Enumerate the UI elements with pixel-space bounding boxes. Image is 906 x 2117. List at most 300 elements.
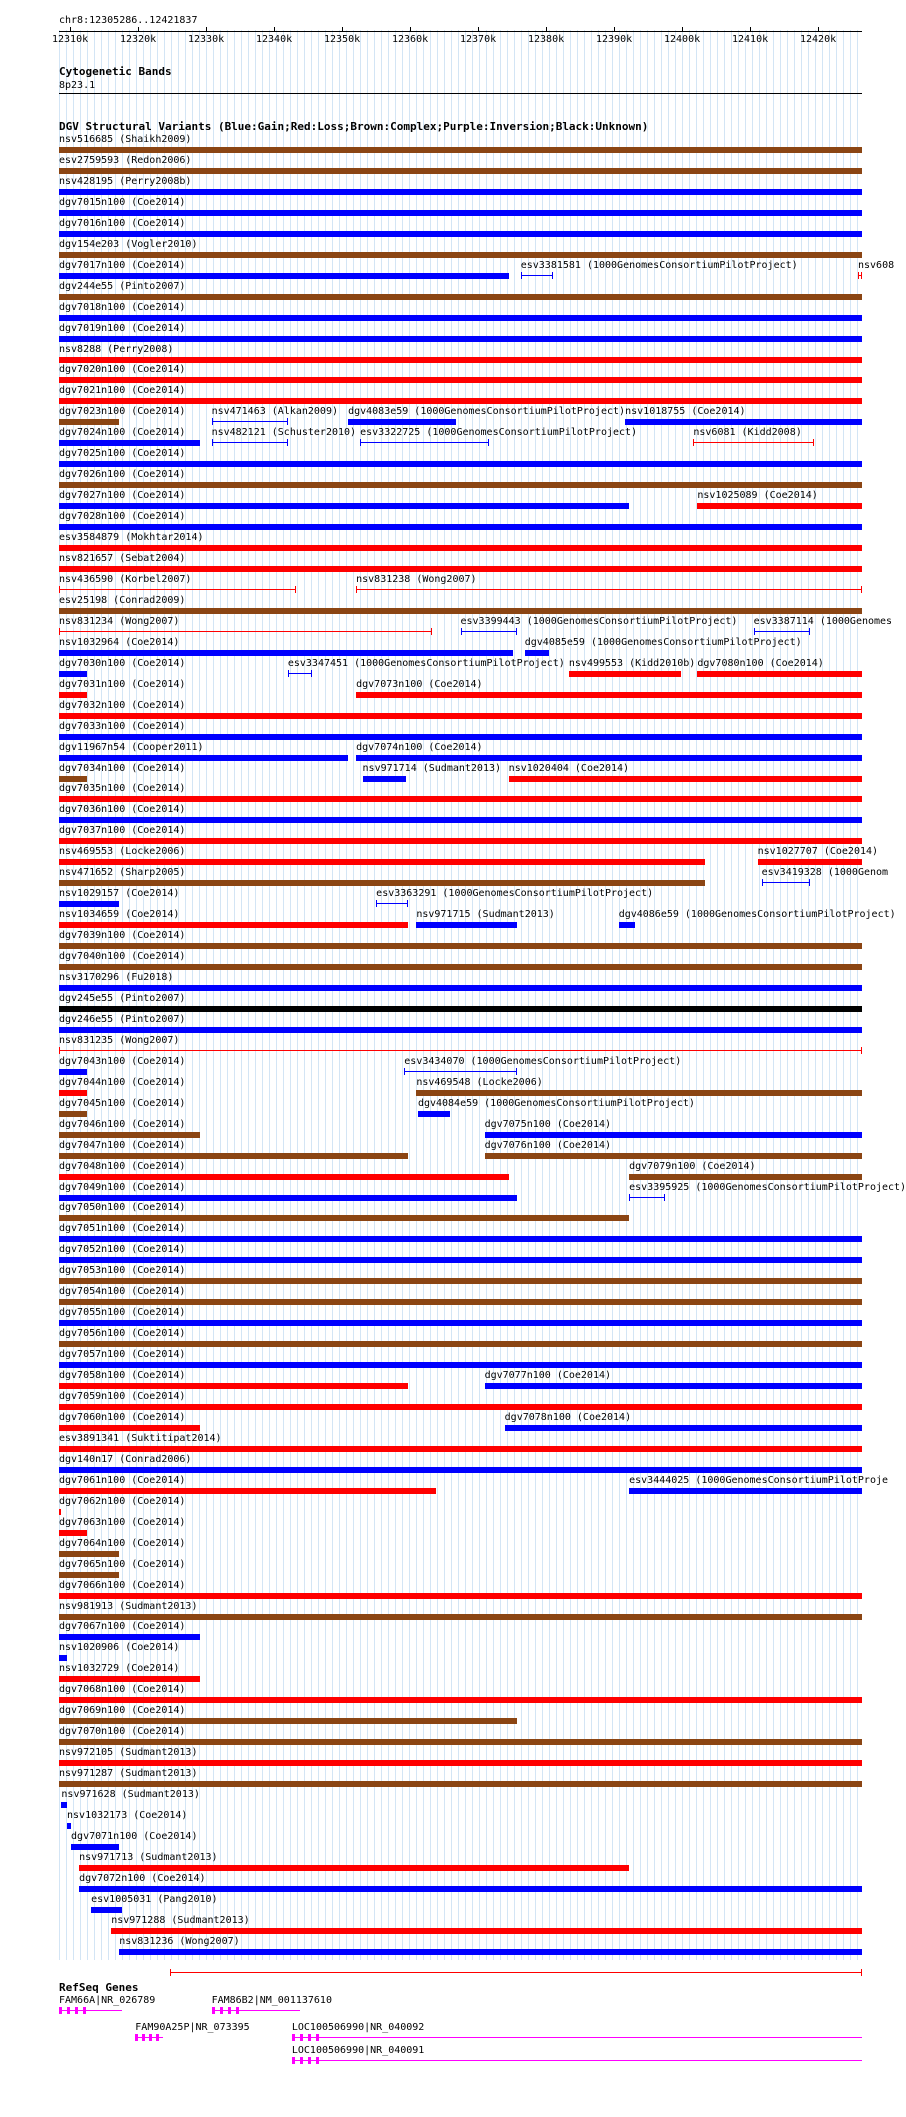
sv-feature[interactable] xyxy=(59,631,432,632)
sv-feature[interactable] xyxy=(59,440,200,446)
sv-label: nsv831236 (Wong2007) xyxy=(119,1935,240,1947)
sv-feature[interactable] xyxy=(758,859,862,865)
sv-feature[interactable] xyxy=(59,231,862,237)
ruler-tick-label: 12420k xyxy=(800,34,837,45)
sv-label: dgv7074n100 (Coe2014) xyxy=(356,741,483,753)
sv-label: dgv4084e59 (1000GenomesConsortiumPilotProject) xyxy=(417,1097,695,1109)
ruler-tick xyxy=(274,27,275,32)
sv-label: nsv516685 (Shaikh2009) xyxy=(59,134,192,145)
sv-label: dgv7018n100 (Coe2014) xyxy=(59,301,186,313)
ruler-tick-label: 12330k xyxy=(188,34,225,45)
sv-feature[interactable] xyxy=(59,398,862,404)
gene-label: FAM90A25P|NR_073395 xyxy=(135,2022,250,2033)
sv-feature[interactable] xyxy=(79,1865,629,1871)
sv-label: esv3419328 (1000Genom xyxy=(761,867,889,879)
gene-exon xyxy=(292,2057,295,2064)
sv-label: nsv831238 (Wong2007) xyxy=(356,573,477,585)
sv-feature[interactable] xyxy=(59,1111,87,1117)
gene-model[interactable] xyxy=(292,2037,862,2038)
sv-feature[interactable] xyxy=(59,315,862,321)
sv-feature[interactable] xyxy=(858,275,862,276)
sv-feature[interactable] xyxy=(212,442,288,443)
sv-label: nsv1027707 (Coe2014) xyxy=(757,846,879,858)
gene-exon xyxy=(75,2007,78,2014)
sv-label: nsv1020906 (Coe2014) xyxy=(59,1642,180,1654)
sv-label: esv3891341 (Suktitipat2014) xyxy=(59,1432,222,1444)
sv-feature[interactable] xyxy=(59,1278,862,1284)
sv-label: dgv7017n100 (Coe2014) xyxy=(59,259,186,271)
ruler-tick xyxy=(750,27,751,32)
sv-feature[interactable] xyxy=(59,461,862,467)
cytoband-label: 8p23.1 xyxy=(59,80,96,91)
sv-label: dgv7050n100 (Coe2014) xyxy=(59,1202,186,1214)
sv-feature[interactable] xyxy=(59,168,862,174)
sv-label: dgv7033n100 (Coe2014) xyxy=(59,720,186,732)
sv-label: nsv6081 (Kidd2008) xyxy=(693,427,802,439)
sv-label: dgv7052n100 (Coe2014) xyxy=(59,1244,186,1256)
sv-label: esv3444025 (1000GenomesConsortiumPilotProje xyxy=(629,1474,889,1486)
sv-feature[interactable] xyxy=(356,692,862,698)
sv-label: dgv7034n100 (Coe2014) xyxy=(59,762,186,774)
sv-label: dgv245e55 (Pinto2007) xyxy=(59,992,186,1004)
gene-exon xyxy=(59,2007,62,2014)
sv-label: dgv7045n100 (Coe2014) xyxy=(59,1097,186,1109)
sv-label: nsv428195 (Perry2008b) xyxy=(59,175,192,187)
gene-exon xyxy=(300,2034,303,2041)
sv-feature[interactable] xyxy=(59,1215,629,1221)
sv-label: nsv3170296 (Fu2018) xyxy=(59,972,174,983)
sv-feature[interactable] xyxy=(59,482,862,488)
sv-feature[interactable] xyxy=(59,1467,862,1473)
sv-feature[interactable] xyxy=(59,1718,517,1724)
sv-label: dgv7026n100 (Coe2014) xyxy=(59,469,186,481)
sv-feature[interactable] xyxy=(59,545,862,551)
sv-label: dgv7039n100 (Coe2014) xyxy=(59,930,186,942)
sv-label: nsv971287 (Sudmant2013) xyxy=(59,1768,198,1780)
sv-feature[interactable] xyxy=(59,419,119,425)
sv-feature[interactable] xyxy=(111,1928,862,1934)
sv-feature[interactable] xyxy=(416,1090,862,1096)
sv-label: esv3387114 (1000Genomes xyxy=(753,615,893,627)
sv-label: nsv971714 (Sudmant2013) xyxy=(362,762,502,774)
sv-feature[interactable] xyxy=(59,713,862,719)
sv-feature[interactable] xyxy=(59,566,862,572)
sv-label: dgv7072n100 (Coe2014) xyxy=(79,1872,206,1884)
ruler-tick-label: 12380k xyxy=(528,34,565,45)
sv-feature[interactable] xyxy=(762,882,810,883)
sv-feature[interactable] xyxy=(59,755,348,761)
sv-label: dgv7068n100 (Coe2014) xyxy=(59,1684,186,1696)
sv-feature[interactable] xyxy=(485,1153,862,1159)
sv-feature[interactable] xyxy=(59,734,862,740)
sv-label: dgv7035n100 (Coe2014) xyxy=(59,783,186,795)
sv-label: dgv7031n100 (Coe2014) xyxy=(59,678,186,690)
sv-feature[interactable] xyxy=(59,964,862,970)
sv-label: nsv1034659 (Coe2014) xyxy=(59,909,180,921)
sv-feature[interactable] xyxy=(59,1572,119,1578)
sv-label: dgv7044n100 (Coe2014) xyxy=(59,1076,186,1088)
sv-feature[interactable] xyxy=(485,1132,862,1138)
sv-feature[interactable] xyxy=(376,903,408,904)
sv-label: dgv7028n100 (Coe2014) xyxy=(59,511,186,523)
ruler-tick-label: 12310k xyxy=(52,34,89,45)
sv-label: dgv7025n100 (Coe2014) xyxy=(59,448,186,460)
sv-feature[interactable] xyxy=(360,442,488,443)
sv-label: esv3399443 (1000GenomesConsortiumPilotProject) xyxy=(460,615,738,627)
gene-exon xyxy=(220,2007,223,2014)
sv-label: dgv7071n100 (Coe2014) xyxy=(71,1830,198,1842)
sv-label: nsv471652 (Sharp2005) xyxy=(59,867,186,879)
sv-feature[interactable] xyxy=(59,1362,862,1368)
gene-exon xyxy=(67,2007,70,2014)
sv-feature[interactable] xyxy=(59,377,862,383)
ruler-tick xyxy=(478,27,479,32)
sv-feature[interactable] xyxy=(404,1071,516,1072)
sv-feature[interactable] xyxy=(67,1823,71,1829)
sv-label: nsv608 xyxy=(857,259,895,271)
sv-label: dgv7047n100 (Coe2014) xyxy=(59,1139,186,1151)
sv-label: dgv7058n100 (Coe2014) xyxy=(59,1370,186,1382)
sv-feature[interactable] xyxy=(59,1760,862,1766)
sv-label: dgv7030n100 (Coe2014) xyxy=(59,657,186,669)
ruler-tick xyxy=(410,27,411,32)
refseq-track-title: RefSeq Genes xyxy=(59,1981,139,1994)
ruler-tick xyxy=(614,27,615,32)
sv-feature[interactable] xyxy=(356,589,862,590)
gene-exon xyxy=(228,2007,231,2014)
sv-feature[interactable] xyxy=(59,1069,87,1075)
ruler-tick-label: 12410k xyxy=(732,34,769,45)
sv-feature[interactable] xyxy=(59,357,862,363)
sv-label: dgv244e55 (Pinto2007) xyxy=(59,280,186,292)
sv-label: dgv7046n100 (Coe2014) xyxy=(59,1118,186,1130)
sv-label: nsv8288 (Perry2008) xyxy=(59,343,174,355)
gene-exon xyxy=(142,2034,145,2041)
sv-feature[interactable] xyxy=(59,1027,862,1033)
sv-feature[interactable] xyxy=(61,1802,67,1808)
gene-label: LOC100506990|NR_040092 xyxy=(291,2022,425,2033)
sv-label: esv3584879 (Mokhtar2014) xyxy=(59,532,204,544)
sv-feature[interactable] xyxy=(59,1236,862,1242)
sv-label: nsv1032729 (Coe2014) xyxy=(59,1663,180,1675)
sv-feature[interactable] xyxy=(629,1174,862,1180)
sv-label: esv1005031 (Pang2010) xyxy=(91,1893,218,1905)
sv-feature[interactable] xyxy=(59,1425,200,1431)
sv-label: nsv981913 (Sudmant2013) xyxy=(59,1600,198,1612)
sv-label: dgv7049n100 (Coe2014) xyxy=(59,1181,186,1193)
sv-label: nsv972105 (Sudmant2013) xyxy=(59,1747,198,1759)
sv-feature[interactable] xyxy=(59,1739,862,1745)
sv-label: dgv7069n100 (Coe2014) xyxy=(59,1705,186,1717)
sv-label: nsv971628 (Sudmant2013) xyxy=(61,1789,200,1801)
sv-label: nsv1018755 (Coe2014) xyxy=(625,406,746,418)
sv-feature[interactable] xyxy=(348,419,456,425)
gene-exon xyxy=(135,2034,138,2041)
sv-label: dgv7015n100 (Coe2014) xyxy=(59,196,186,208)
gene-exon xyxy=(212,2007,215,2014)
sv-label: nsv831235 (Wong2007) xyxy=(59,1034,180,1046)
sv-label: nsv482121 (Schuster2010) xyxy=(211,427,357,439)
sv-feature[interactable] xyxy=(59,796,862,802)
sv-feature[interactable] xyxy=(59,1341,862,1347)
sv-label: dgv7036n100 (Coe2014) xyxy=(59,804,186,816)
sv-label: dgv7043n100 (Coe2014) xyxy=(59,1055,186,1067)
sv-label: dgv11967n54 (Cooper2011) xyxy=(59,741,204,753)
sv-feature[interactable] xyxy=(629,1488,862,1494)
sv-feature[interactable] xyxy=(59,1404,862,1410)
sv-label: nsv1020404 (Coe2014) xyxy=(508,762,630,774)
sv-label: nsv499553 (Kidd2010b) xyxy=(568,657,696,669)
location-label: chr8:12305286..12421837 xyxy=(59,15,198,26)
sv-feature[interactable] xyxy=(59,252,862,258)
sv-label: nsv436590 (Korbel2007) xyxy=(59,573,192,585)
sv-feature[interactable] xyxy=(59,589,296,590)
sv-label: dgv154e203 (Vogler2010) xyxy=(59,238,198,250)
sv-feature[interactable] xyxy=(59,524,862,530)
sv-feature[interactable] xyxy=(59,1488,436,1494)
sv-feature[interactable] xyxy=(59,1634,200,1640)
sv-feature[interactable] xyxy=(59,985,862,991)
sv-label: dgv7073n100 (Coe2014) xyxy=(356,678,483,690)
ruler-tick-label: 12390k xyxy=(596,34,633,45)
ruler-tick-label: 12400k xyxy=(664,34,701,45)
gene-label: LOC100506990|NR_040091 xyxy=(291,2045,425,2056)
sv-label: dgv7056n100 (Coe2014) xyxy=(59,1328,186,1340)
gene-label: FAM86B2|NM_001137610 xyxy=(211,1995,332,2006)
sv-label: nsv1032964 (Coe2014) xyxy=(59,636,180,648)
gene-exon xyxy=(300,2057,303,2064)
sv-label: dgv7023n100 (Coe2014) xyxy=(59,406,186,418)
sv-feature[interactable] xyxy=(485,1383,862,1389)
gene-exon xyxy=(156,2034,159,2041)
sv-label: dgv7027n100 (Coe2014) xyxy=(59,490,186,502)
gene-exon xyxy=(308,2057,311,2064)
sv-label: esv3347451 (1000GenomesConsortiumPilotProject) xyxy=(287,657,565,669)
sv-feature[interactable] xyxy=(212,421,288,422)
ruler-tick-label: 12340k xyxy=(256,34,293,45)
ruler-tick-label: 12320k xyxy=(120,34,157,45)
sv-label: dgv7077n100 (Coe2014) xyxy=(484,1370,612,1382)
ruler-tick-label: 12360k xyxy=(392,34,429,45)
sv-feature[interactable] xyxy=(59,692,87,698)
sv-label: dgv7076n100 (Coe2014) xyxy=(484,1139,612,1151)
sv-feature[interactable] xyxy=(59,943,862,949)
sv-label: dgv7064n100 (Coe2014) xyxy=(59,1537,186,1549)
ruler-tick xyxy=(818,27,819,32)
sv-feature[interactable] xyxy=(59,1195,517,1201)
sv-label: nsv471463 (Alkan2009) xyxy=(211,406,338,418)
sv-label: dgv7054n100 (Coe2014) xyxy=(59,1286,186,1298)
sv-label: nsv971288 (Sudmant2013) xyxy=(111,1914,250,1926)
sv-feature[interactable] xyxy=(59,1697,862,1703)
sv-feature[interactable] xyxy=(59,880,705,886)
sv-feature[interactable] xyxy=(59,273,509,279)
sv-feature[interactable] xyxy=(59,1320,862,1326)
sv-feature[interactable] xyxy=(625,419,862,425)
sv-feature[interactable] xyxy=(59,294,862,300)
sv-feature[interactable] xyxy=(59,1174,509,1180)
sv-feature[interactable] xyxy=(59,859,705,865)
sv-feature[interactable] xyxy=(461,631,517,632)
sv-label: dgv7021n100 (Coe2014) xyxy=(59,385,186,397)
sv-feature[interactable] xyxy=(59,1050,862,1051)
sv-feature[interactable] xyxy=(288,673,312,674)
ruler-tick xyxy=(546,27,547,32)
sv-label: dgv7063n100 (Coe2014) xyxy=(59,1516,186,1528)
sv-label: dgv7061n100 (Coe2014) xyxy=(59,1474,186,1486)
sv-feature[interactable] xyxy=(418,1111,450,1117)
sv-label: esv3381581 (1000GenomesConsortiumPilotProject) xyxy=(520,259,798,271)
sv-feature[interactable] xyxy=(525,650,549,656)
sv-feature[interactable] xyxy=(59,1551,119,1557)
ruler-axis xyxy=(59,31,862,32)
sv-feature[interactable] xyxy=(754,631,810,632)
sv-feature[interactable] xyxy=(59,1781,862,1787)
sv-label: dgv7075n100 (Coe2014) xyxy=(484,1118,612,1130)
sv-label: esv3322725 (1000GenomesConsortiumPilotProject) xyxy=(360,427,638,439)
gene-exon xyxy=(308,2034,311,2041)
sv-label: nsv469553 (Locke2006) xyxy=(59,846,186,858)
sv-label: nsv1025089 (Coe2014) xyxy=(697,490,818,502)
sv-feature[interactable] xyxy=(693,442,813,443)
cytoband-title: Cytogenetic Bands xyxy=(59,65,172,78)
sv-feature[interactable] xyxy=(59,1006,862,1012)
sv-feature[interactable] xyxy=(71,1844,119,1850)
ruler-tick xyxy=(682,27,683,32)
sv-label: dgv140n17 (Conrad2006) xyxy=(59,1453,192,1465)
sv-feature[interactable] xyxy=(416,922,516,928)
gene-exon xyxy=(83,2007,86,2014)
sv-label: dgv7078n100 (Coe2014) xyxy=(504,1411,632,1423)
sv-feature[interactable] xyxy=(79,1886,862,1892)
sv-feature[interactable] xyxy=(59,671,87,677)
sv-feature[interactable] xyxy=(59,1509,61,1515)
sv-feature[interactable] xyxy=(697,503,862,509)
sv-feature[interactable] xyxy=(59,1132,200,1138)
sv-feature[interactable] xyxy=(59,503,629,509)
cytoband-divider xyxy=(59,93,862,94)
ruler-tick xyxy=(206,27,207,32)
sv-feature[interactable] xyxy=(363,776,406,782)
sv-label: dgv7059n100 (Coe2014) xyxy=(59,1391,186,1402)
sv-label: nsv1029157 (Coe2014) xyxy=(59,888,180,900)
sv-feature[interactable] xyxy=(629,1197,665,1198)
sv-label: nsv821657 (Sebat2004) xyxy=(59,553,186,564)
sv-label: dgv7040n100 (Coe2014) xyxy=(59,951,186,963)
sv-feature[interactable] xyxy=(356,755,862,761)
sv-label: esv3395925 (1000GenomesConsortiumPilotProject) xyxy=(629,1181,906,1193)
gene-model[interactable] xyxy=(212,2010,300,2011)
gene-exon xyxy=(316,2034,319,2041)
sv-label: dgv7053n100 (Coe2014) xyxy=(59,1265,186,1277)
gene-exon xyxy=(316,2057,319,2064)
sv-label: nsv1032173 (Coe2014) xyxy=(67,1810,188,1821)
sv-feature[interactable] xyxy=(59,901,119,907)
sv-label: dgv7016n100 (Coe2014) xyxy=(59,217,186,229)
sv-feature[interactable] xyxy=(59,1530,87,1536)
sv-feature[interactable] xyxy=(59,1257,862,1263)
sv-feature[interactable] xyxy=(59,147,862,153)
gene-model[interactable] xyxy=(292,2060,862,2061)
sv-label: dgv7065n100 (Coe2014) xyxy=(59,1558,186,1570)
sv-feature[interactable] xyxy=(569,671,681,677)
sv-label: dgv7019n100 (Coe2014) xyxy=(59,322,186,334)
sv-label: nsv469548 (Locke2006) xyxy=(416,1076,543,1088)
sv-feature[interactable] xyxy=(59,1090,87,1096)
sv-label: nsv971713 (Sudmant2013) xyxy=(79,1851,218,1863)
sv-label: dgv7066n100 (Coe2014) xyxy=(59,1579,186,1591)
sv-label: dgv7070n100 (Coe2014) xyxy=(59,1726,186,1738)
sv-label: dgv7079n100 (Coe2014) xyxy=(629,1160,756,1172)
sv-feature[interactable] xyxy=(509,776,862,782)
ruler-tick-label: 12370k xyxy=(460,34,497,45)
sv-label: dgv7062n100 (Coe2014) xyxy=(59,1495,186,1507)
sv-feature[interactable] xyxy=(119,1949,862,1955)
dgv-track-title: DGV Structural Variants (Blue:Gain;Red:Loss;Brown:Complex;Purple:Inversion;Black:Unknown) xyxy=(59,120,649,133)
sv-feature[interactable] xyxy=(619,922,635,928)
sv-feature[interactable] xyxy=(59,608,862,614)
sv-feature[interactable] xyxy=(59,210,862,216)
sv-feature[interactable] xyxy=(59,1614,862,1620)
sv-feature[interactable] xyxy=(59,1593,862,1599)
ruler-tick xyxy=(138,27,139,32)
sv-feature[interactable] xyxy=(59,776,87,782)
sv-feature[interactable] xyxy=(59,1153,408,1159)
sv-label: dgv246e55 (Pinto2007) xyxy=(59,1013,186,1025)
sv-label: dgv7060n100 (Coe2014) xyxy=(59,1411,186,1423)
sv-label: dgv4085e59 (1000GenomesConsortiumPilotProject) xyxy=(524,636,802,648)
sv-feature[interactable] xyxy=(170,1972,862,1973)
sv-feature[interactable] xyxy=(697,671,862,677)
sv-feature[interactable] xyxy=(59,1676,200,1682)
sv-label: dgv7032n100 (Coe2014) xyxy=(59,699,186,711)
sv-feature[interactable] xyxy=(59,1655,67,1661)
sv-label: dgv7048n100 (Coe2014) xyxy=(59,1160,186,1172)
sv-feature[interactable] xyxy=(505,1425,862,1431)
sv-label: esv3363291 (1000GenomesConsortiumPilotProject) xyxy=(376,888,654,900)
sv-label: esv25198 (Conrad2009) xyxy=(59,594,186,606)
sv-label: esv3434070 (1000GenomesConsortiumPilotProject) xyxy=(404,1055,682,1067)
sv-feature[interactable] xyxy=(59,1383,408,1389)
sv-label: dgv7037n100 (Coe2014) xyxy=(59,825,186,837)
sv-label: dgv7057n100 (Coe2014) xyxy=(59,1349,186,1361)
sv-label: nsv971715 (Sudmant2013) xyxy=(416,909,555,921)
gene-exon xyxy=(292,2034,295,2041)
sv-feature[interactable] xyxy=(59,922,408,928)
sv-feature[interactable] xyxy=(59,1299,862,1305)
sv-feature[interactable] xyxy=(59,189,862,195)
sv-feature[interactable] xyxy=(91,1907,122,1913)
sv-feature[interactable] xyxy=(59,650,513,656)
sv-feature[interactable] xyxy=(59,336,862,342)
ruler-tick-label: 12350k xyxy=(324,34,361,45)
sv-feature[interactable] xyxy=(521,275,553,276)
ruler-tick xyxy=(70,27,71,32)
sv-label: esv2759593 (Redon2006) xyxy=(59,154,192,166)
sv-feature[interactable] xyxy=(59,817,862,823)
sv-label: dgv4086e59 (1000GenomesConsortiumPilotProject) xyxy=(618,909,896,921)
sv-feature[interactable] xyxy=(59,838,862,844)
sv-label: dgv4083e59 (1000GenomesConsortiumPilotProject) xyxy=(348,406,626,418)
gene-label: FAM66A|NR_026789 xyxy=(59,1995,156,2006)
sv-label: dgv7020n100 (Coe2014) xyxy=(59,364,186,376)
sv-label: dgv7024n100 (Coe2014) xyxy=(59,427,186,439)
ruler-tick xyxy=(342,27,343,32)
sv-label: dgv7051n100 (Coe2014) xyxy=(59,1223,186,1235)
gene-exon xyxy=(236,2007,239,2014)
sv-label: dgv7055n100 (Coe2014) xyxy=(59,1307,186,1319)
sv-feature[interactable] xyxy=(59,1446,862,1452)
